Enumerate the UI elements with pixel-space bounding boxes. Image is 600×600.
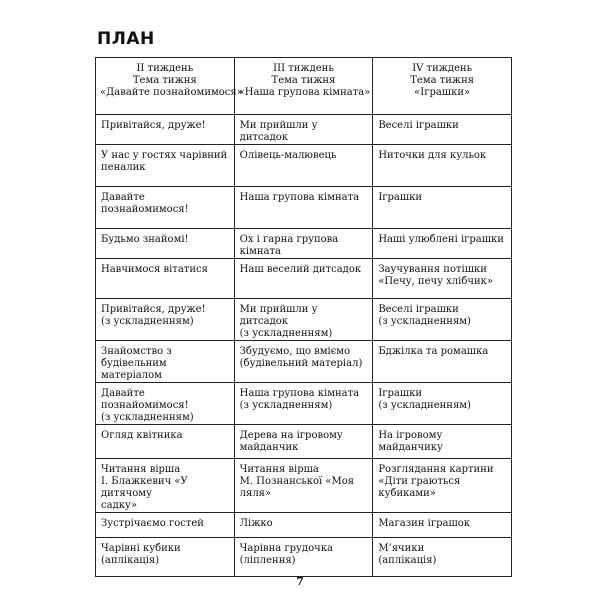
cell-line: Наш веселий дитсадок: [239, 264, 362, 275]
cell-line: М. Познанської «Моя: [239, 476, 355, 487]
table-cell: [373, 259, 512, 299]
table-cell: [373, 145, 512, 187]
cell-line: М’ячики: [378, 543, 425, 554]
cell-line: (з ускладненням): [239, 328, 333, 339]
header-cell-week-3: [234, 58, 373, 115]
cell-line: Привітайся, друже!: [101, 304, 206, 315]
theme-name: «Наша групова кімната»: [238, 87, 371, 98]
cell-line: (з ускладненням): [239, 400, 333, 411]
theme-label: Тема тижня: [132, 75, 197, 86]
cell-line: У нас у гостях чарівний: [101, 150, 228, 161]
table-row: [96, 538, 512, 577]
header-row: [96, 58, 512, 115]
table-row: [96, 145, 512, 187]
cell-line: Наші улюблені іграшки: [378, 234, 504, 245]
cell-line: Навчимося вітатися: [101, 264, 208, 275]
cell-line: Заучування потішки: [378, 264, 487, 275]
cell-line: (аплікація): [378, 555, 437, 566]
cell-line: На ігровому майданчику: [378, 430, 443, 453]
cell-line: Ох і гарна групова кімната: [239, 234, 339, 257]
cell-line: Розглядання картини: [378, 464, 494, 475]
table-row: [96, 425, 512, 459]
table-cell: [373, 538, 512, 577]
table-cell: [96, 341, 235, 383]
cell-line: пеналик: [101, 162, 146, 173]
cell-line: Давайте познайомимося!: [101, 192, 189, 215]
table-cell: [234, 145, 373, 187]
table-cell: [373, 513, 512, 538]
table-cell: [373, 425, 512, 459]
cell-line: (з ускладненням): [101, 412, 194, 423]
cell-line: Веселі іграшки: [378, 304, 459, 315]
cell-line: Наша групова кімната: [239, 192, 360, 203]
page-title: ПЛАН: [97, 29, 155, 49]
table-cell: [96, 259, 235, 299]
table-cell: [373, 459, 512, 513]
plan-table-body: [96, 115, 512, 577]
cell-line: Магазин іграшок: [378, 518, 471, 529]
cell-line: (будівельний матеріал): [239, 358, 363, 369]
table-cell: [96, 513, 235, 538]
table-cell: [96, 425, 235, 459]
page-number: 7: [296, 575, 304, 588]
cell-line: Читання вірша: [101, 464, 181, 475]
cell-line: Зустрічаємо гостей: [101, 518, 204, 529]
cell-line: Ліжко: [239, 518, 273, 529]
cell-line: Читання вірша: [239, 464, 319, 475]
cell-line: І. Блажкевич «У дитячому: [101, 476, 188, 499]
table-cell: [96, 459, 235, 513]
table-cell: [234, 299, 373, 341]
theme-label: Тема тижня: [271, 75, 336, 86]
table-cell: [234, 383, 373, 425]
cell-line: (з ускладненням): [378, 316, 471, 327]
table-row: [96, 229, 512, 259]
cell-line: «Діти граються кубиками»: [378, 476, 461, 499]
table-cell: [96, 229, 235, 259]
table-cell: [373, 341, 512, 383]
theme-name: «Давайте познайомимося»: [100, 87, 243, 98]
cell-line: Чарівні кубики: [101, 543, 181, 554]
table-cell: [373, 299, 512, 341]
table-cell: [234, 229, 373, 259]
table-cell: [234, 425, 373, 459]
table-cell: [96, 383, 235, 425]
theme-name: «Іграшки»: [414, 87, 471, 98]
table-cell: [373, 187, 512, 229]
cell-line: Веселі іграшки: [378, 120, 459, 131]
plan-table-header: [96, 58, 512, 115]
cell-line: Бджілка та ромашка: [378, 346, 489, 357]
cell-line: Збудуємо, що вміємо: [239, 346, 351, 357]
cell-line: Ниточки для кульок: [378, 150, 487, 161]
table-cell: [96, 299, 235, 341]
cell-line: (з ускладненням): [101, 316, 194, 327]
cell-line: (ліплення): [239, 555, 296, 566]
plan-table: [95, 57, 512, 577]
week-label: ІV тиждень: [412, 63, 473, 74]
table-cell: [373, 383, 512, 425]
header-cell-week-4: [373, 58, 512, 115]
table-cell: [234, 459, 373, 513]
cell-line: Чарівна грудочка: [239, 543, 333, 554]
table-cell: [96, 538, 235, 577]
table-cell: [234, 538, 373, 577]
table-row: [96, 383, 512, 425]
header-cell-week-2: [96, 58, 243, 115]
cell-line: Дерева на ігровому: [239, 430, 343, 441]
table-row: [96, 513, 512, 538]
cell-line: (аплікація): [101, 555, 160, 566]
table-cell: [373, 115, 512, 145]
cell-line: матеріалом: [101, 370, 162, 381]
table-row: [96, 459, 512, 513]
cell-line: Будьмо знайомі!: [101, 234, 189, 245]
table-cell: [373, 229, 512, 259]
cell-line: «Печу, печу хлібчик»: [378, 276, 494, 287]
cell-line: ляля»: [239, 488, 272, 499]
cell-line: Ми прийшли у дитсадок: [239, 120, 318, 143]
table-cell: [96, 115, 235, 145]
table-cell: [234, 259, 373, 299]
cell-line: Знайомство з будівельним: [101, 346, 172, 369]
theme-label: Тема тижня: [410, 75, 475, 86]
cell-line: Іграшки: [378, 388, 423, 399]
table-row: [96, 115, 512, 145]
cell-line: Огляд квітника: [101, 430, 183, 441]
cell-line: (з ускладненням): [378, 400, 471, 411]
cell-line: Олівець-малювець: [239, 150, 337, 161]
table-cell: [96, 187, 235, 229]
table-cell: [234, 341, 373, 383]
cell-line: Наша групова кімната: [239, 388, 360, 399]
table-cell: [234, 115, 373, 145]
cell-line: Іграшки: [378, 192, 423, 203]
cell-line: майданчик: [239, 442, 299, 453]
table-row: [96, 299, 512, 341]
week-label: ІІІ тиждень: [273, 63, 334, 74]
table-row: [96, 341, 512, 383]
table-cell: [234, 513, 373, 538]
cell-line: Привітайся, друже!: [101, 120, 206, 131]
table-cell: [96, 145, 235, 187]
table-row: [96, 187, 512, 229]
table-cell: [234, 187, 373, 229]
cell-line: садку»: [101, 500, 137, 511]
table-row: [96, 259, 512, 299]
cell-line: Ми прийшли у дитсадок: [239, 304, 318, 327]
week-label: ІІ тиждень: [136, 63, 194, 74]
cell-line: Давайте познайомимося!: [101, 388, 189, 411]
